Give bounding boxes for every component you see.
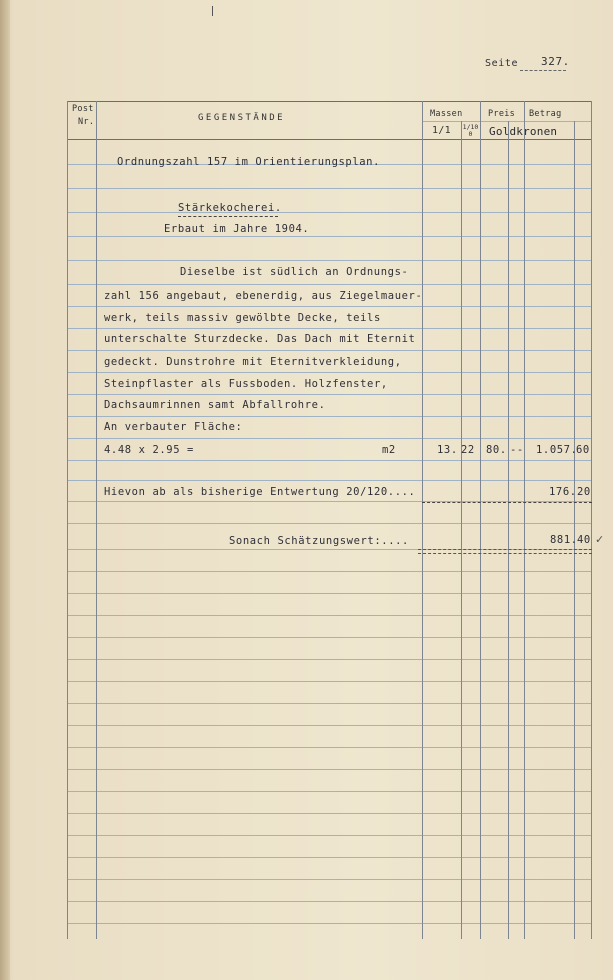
ruled-line (67, 857, 591, 858)
column-line-massen (422, 101, 423, 939)
column-line-betrag (524, 101, 525, 939)
binding-tick (212, 6, 213, 16)
desc-line-4: unterschalte Sturzdecke. Das Dach mit Eternit (104, 333, 416, 345)
page-binding (0, 0, 10, 980)
betrag-2-decimal: 20 (577, 486, 591, 498)
preis-decimal: -- (510, 444, 524, 456)
table-top-border (67, 101, 591, 102)
betrag-2-integer: 176. (549, 486, 577, 498)
ruled-line (67, 901, 591, 902)
ruled-line (67, 923, 591, 924)
page-number: 327. (541, 55, 570, 68)
header-bottom-border (67, 139, 591, 140)
header-goldkronen: Goldkronen (489, 125, 558, 138)
massen-decimal: 22 (461, 444, 475, 456)
ruled-line (67, 681, 591, 682)
column-line-preis (480, 101, 481, 939)
ruled-line (67, 593, 591, 594)
ruled-line (67, 372, 591, 373)
building-title: Stärkekocherei. (178, 202, 282, 214)
header-massen: Massen (430, 109, 463, 119)
ruled-line (67, 879, 591, 880)
ruled-line (67, 306, 591, 307)
total-double-rule (418, 549, 592, 554)
desc-line-3: werk, teils massiv gewölbte Decke, teils (104, 312, 381, 324)
ruled-line (67, 615, 591, 616)
ruled-line (67, 791, 591, 792)
desc-line-5: gedeckt. Dunstrohre mit Eternitverkleidung, (104, 356, 402, 368)
built-year: Erbaut im Jahre 1904. (164, 223, 310, 235)
subheader-line (422, 121, 592, 122)
column-line-betrag-dec (574, 121, 575, 939)
deduction-text: Hievon ab als bisherige Entwertung 20/120.... (104, 486, 416, 498)
ruled-line (67, 769, 591, 770)
seite-label: Seite (485, 58, 519, 69)
desc-line-1: Dieselbe ist südlich an Ordnungs- (180, 266, 409, 278)
header-betrag: Betrag (529, 109, 562, 119)
header-frac-1-1: 1/1 (432, 125, 451, 136)
ruled-line (67, 438, 591, 439)
betrag-3-integer: 881. (550, 534, 578, 546)
betrag-1-decimal: 60 (576, 444, 590, 456)
betrag-1-integer: 1.057. (536, 444, 578, 456)
header-post: Post (72, 104, 94, 114)
checkmark-icon: ✓ (595, 533, 605, 546)
ruled-line (67, 835, 591, 836)
ruled-line (67, 523, 591, 524)
ruled-line (67, 703, 591, 704)
ruled-line (67, 571, 591, 572)
desc-line-6: Steinpflaster als Fussboden. Holzfenster, (104, 378, 388, 390)
header-frac-1-100: 1/100 (462, 123, 479, 138)
desc-line-7: Dachsaumrinnen samt Abfallrohre. (104, 399, 326, 411)
ruled-line (67, 260, 591, 261)
ruled-line (67, 350, 591, 351)
ruled-line (67, 188, 591, 189)
ruled-line (67, 416, 591, 417)
ruled-line (67, 480, 591, 481)
column-line-preis-dec (508, 121, 509, 939)
massen-integer: 13. (437, 444, 458, 456)
betrag-3-decimal: 40 (577, 534, 591, 546)
ruled-line (67, 725, 591, 726)
title-underline (178, 216, 278, 217)
ruled-line (67, 284, 591, 285)
area-label: An verbauter Fläche: (104, 421, 243, 433)
area-calc: 4.48 x 2.95 = (104, 444, 194, 456)
ruled-line (67, 212, 591, 213)
header-nr: Nr. (78, 117, 95, 127)
line-ordnungszahl: Ordnungszahl 157 im Orientierungsplan. (117, 156, 381, 168)
desc-line-2: zahl 156 angebaut, ebenerdig, aus Ziegelmauer- (104, 290, 423, 302)
subtotal-rule (422, 502, 592, 503)
area-unit: m2 (382, 444, 396, 456)
ruled-line (67, 813, 591, 814)
ruled-line (67, 637, 591, 638)
ruled-line (67, 460, 591, 461)
page-number-underline (520, 70, 566, 71)
ruled-line (67, 236, 591, 237)
ruled-line (67, 747, 591, 748)
column-line-frac (461, 121, 462, 939)
column-line-right (591, 101, 592, 939)
header-gegenstaende: GEGENSTÄNDE (198, 113, 286, 123)
ruled-line (67, 394, 591, 395)
preis-integer: 80. (486, 444, 507, 456)
column-line-left (67, 101, 68, 939)
ruled-line (67, 328, 591, 329)
header-preis: Preis (488, 109, 516, 119)
ruled-line (67, 659, 591, 660)
total-text: Sonach Schätzungswert:.... (229, 535, 409, 547)
column-line-post (96, 101, 97, 939)
